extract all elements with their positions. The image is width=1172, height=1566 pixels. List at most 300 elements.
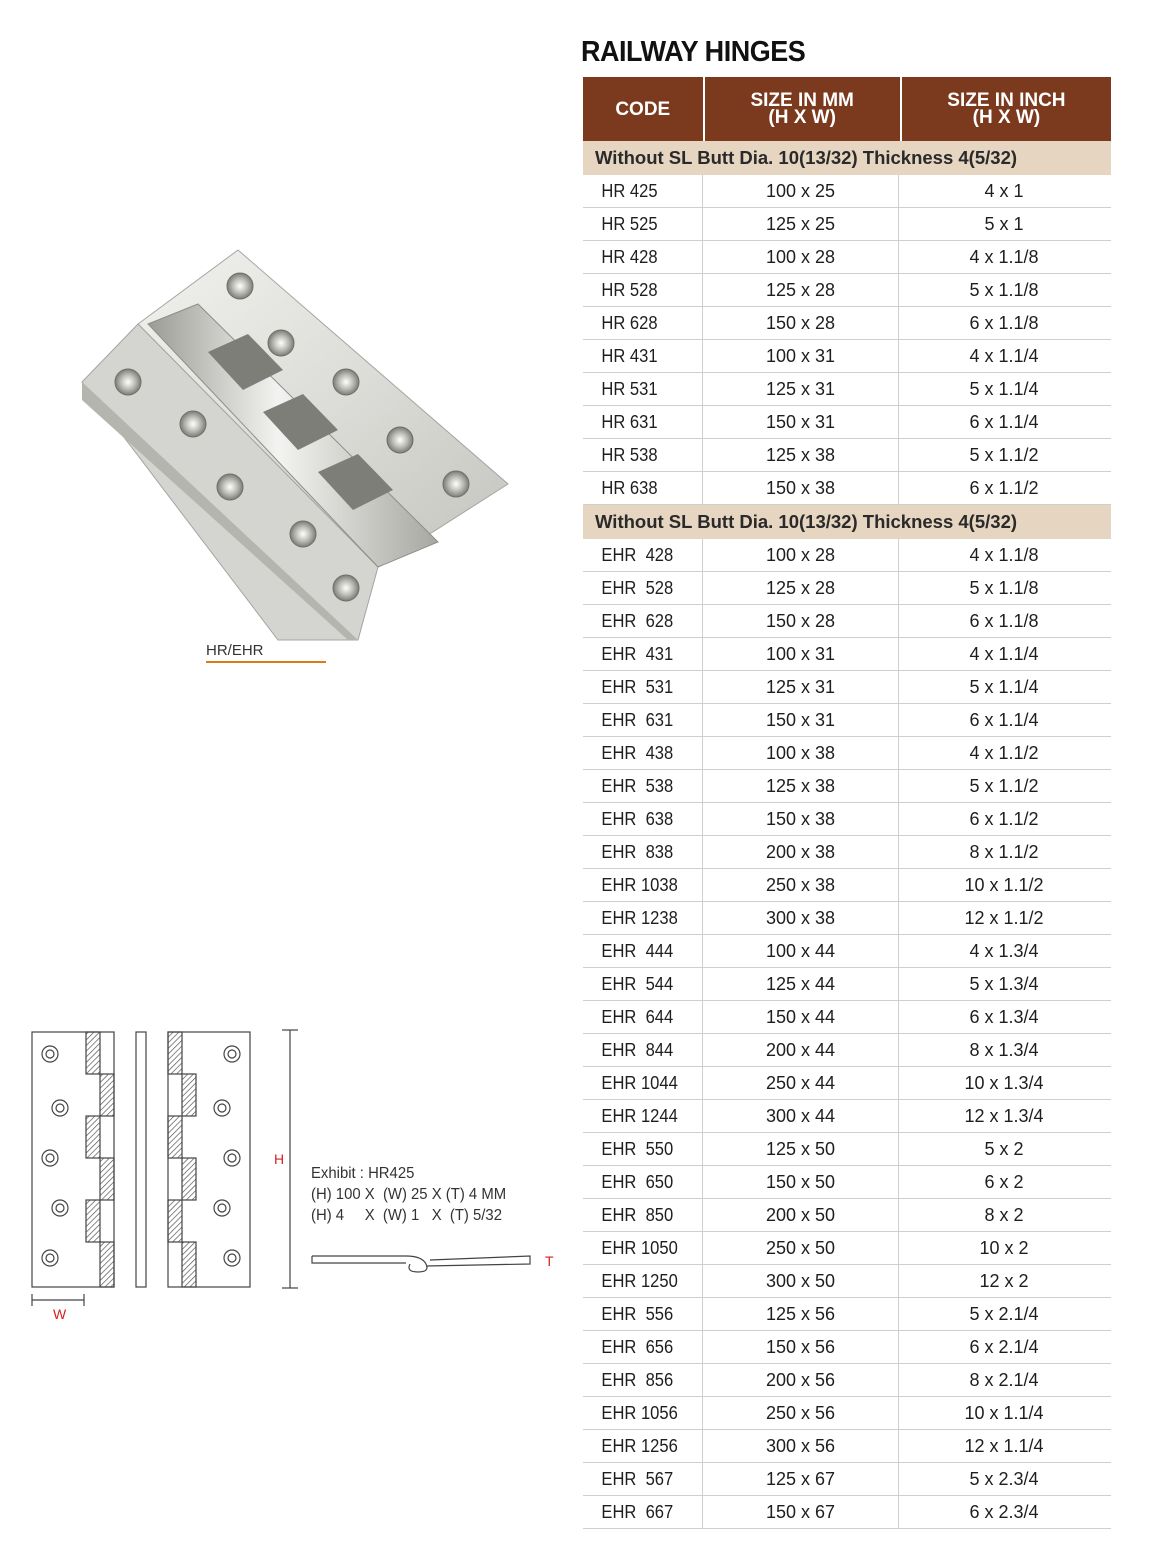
exhibit-line-3: (H) 4 X (W) 1 X (T) 5/32: [311, 1207, 502, 1224]
cell-size-mm-text: 150 x 28: [765, 312, 836, 333]
cell-size-inch: [899, 1298, 1109, 1330]
cell-size-inch-text: 6 x 1.1/2: [969, 477, 1039, 498]
cell-size-inch: [899, 1001, 1109, 1033]
cell-code: [583, 1430, 703, 1462]
cell-size-mm-text: 125 x 56: [765, 1303, 836, 1324]
cell-size-mm-text: 125 x 31: [765, 378, 836, 399]
cell-size-mm: [703, 1001, 899, 1033]
table-row: [583, 935, 1111, 968]
cell-code: [583, 539, 703, 571]
cell-size-inch-text: 5 x 1.1/4: [969, 676, 1039, 697]
cell-size-inch-text: 5 x 1.1/8: [969, 577, 1039, 598]
cell-size-mm-text: 250 x 38: [765, 874, 836, 895]
cell-code: [583, 770, 703, 802]
cell-size-mm-text: 150 x 31: [765, 411, 836, 432]
cell-code-text: EHR 1050: [601, 1237, 678, 1258]
cell-code-text: EHR 528: [601, 577, 674, 598]
header-code-label: CODE: [615, 98, 671, 120]
cell-code: [583, 274, 703, 306]
table-row: [583, 1001, 1111, 1034]
cell-code: [583, 1463, 703, 1495]
cell-code-text: EHR 1244: [601, 1105, 678, 1126]
cell-size-mm-text: 150 x 28: [765, 610, 836, 631]
cell-size-inch-text: 6 x 1.1/4: [969, 411, 1039, 432]
cell-code-text: EHR 856: [601, 1369, 674, 1390]
cell-size-inch: [899, 1331, 1109, 1363]
cell-size-mm: [703, 1199, 899, 1231]
cell-code-text: HR 531: [601, 378, 658, 399]
cell-code: [583, 572, 703, 604]
cell-size-inch: [899, 175, 1109, 207]
cell-code-text: EHR 444: [601, 940, 674, 961]
cell-code-text: EHR 1056: [601, 1402, 678, 1423]
table-row: [583, 737, 1111, 770]
cell-code: [583, 935, 703, 967]
cell-size-inch-text: 4 x 1: [984, 180, 1024, 201]
cell-size-mm: [703, 1232, 899, 1264]
cell-size-mm: [703, 1298, 899, 1330]
cell-size-inch: [899, 539, 1109, 571]
cell-size-mm-text: 100 x 44: [765, 940, 836, 961]
table-row: [583, 1232, 1111, 1265]
cell-size-inch-text: 6 x 2: [984, 1171, 1024, 1192]
cell-size-mm-text: 150 x 38: [765, 477, 836, 498]
cell-size-inch: [899, 1166, 1109, 1198]
header-size-inch-sub: (H X W): [972, 107, 1041, 128]
table-row: [583, 638, 1111, 671]
cell-size-mm: [703, 1496, 899, 1528]
cell-code-text: EHR 538: [601, 775, 674, 796]
table-row: [583, 671, 1111, 704]
cell-size-inch-text: 5 x 1: [984, 213, 1024, 234]
cell-size-inch-text: 10 x 1.1/2: [964, 874, 1044, 895]
cell-size-inch: [899, 869, 1109, 901]
cell-size-inch-text: 10 x 1.3/4: [964, 1072, 1044, 1093]
cell-size-mm: [703, 902, 899, 934]
cell-code: [583, 1232, 703, 1264]
cell-size-mm: [703, 1331, 899, 1363]
cell-size-mm: [703, 869, 899, 901]
w-dimension-label: W: [53, 1306, 67, 1322]
table-row: [583, 605, 1111, 638]
cell-code-text: EHR 556: [601, 1303, 674, 1324]
cell-size-inch: [899, 902, 1109, 934]
cell-size-mm-text: 125 x 50: [765, 1138, 836, 1159]
cell-size-mm: [703, 208, 899, 240]
cell-code: [583, 737, 703, 769]
cell-size-mm-text: 125 x 28: [765, 279, 836, 300]
cell-code: [583, 208, 703, 240]
cell-size-mm: [703, 406, 899, 438]
cell-size-inch-text: 10 x 1.1/4: [964, 1402, 1044, 1423]
cell-size-inch-text: 6 x 1.1/8: [969, 610, 1039, 631]
cell-size-inch-text: 5 x 1.1/8: [969, 279, 1039, 300]
cell-size-mm: [703, 968, 899, 1000]
cell-code-text: HR 631: [601, 411, 658, 432]
cell-code: [583, 307, 703, 339]
table-row: [583, 1034, 1111, 1067]
cell-code-text: HR 428: [601, 246, 658, 267]
cell-code-text: EHR 1038: [601, 874, 678, 895]
cell-size-mm-text: 100 x 31: [765, 345, 836, 366]
table-row: [583, 1496, 1111, 1529]
table-header: [583, 77, 1111, 141]
cell-code: [583, 869, 703, 901]
cell-size-mm: [703, 803, 899, 835]
cell-size-mm-text: 200 x 38: [765, 841, 836, 862]
cell-size-inch: [899, 373, 1109, 405]
cell-code-text: HR 431: [601, 345, 658, 366]
cell-size-inch-text: 5 x 1.3/4: [969, 973, 1039, 994]
cell-code-text: EHR 667: [601, 1501, 674, 1522]
cell-size-mm-text: 250 x 56: [765, 1402, 836, 1423]
cell-size-inch-text: 5 x 2.3/4: [969, 1468, 1039, 1489]
cell-code: [583, 1397, 703, 1429]
cell-size-inch: [899, 638, 1109, 670]
cell-size-mm: [703, 770, 899, 802]
cell-size-inch: [899, 1133, 1109, 1165]
exhibit-line-1: Exhibit : HR425: [311, 1165, 415, 1182]
table-row: [583, 274, 1111, 307]
cell-size-mm: [703, 704, 899, 736]
cell-size-mm: [703, 175, 899, 207]
cell-code: [583, 472, 703, 504]
cell-code-text: EHR 438: [601, 742, 674, 763]
cell-size-inch-text: 8 x 2.1/4: [969, 1369, 1039, 1390]
table-row: [583, 175, 1111, 208]
table-row: [583, 1166, 1111, 1199]
cell-code-text: EHR 431: [601, 643, 674, 664]
cell-size-inch: [899, 1397, 1109, 1429]
cell-size-mm-text: 250 x 44: [765, 1072, 836, 1093]
cell-code: [583, 803, 703, 835]
cell-size-mm-text: 300 x 50: [765, 1270, 836, 1291]
cell-size-mm: [703, 1364, 899, 1396]
cell-size-mm-text: 200 x 56: [765, 1369, 836, 1390]
cell-size-inch: [899, 439, 1109, 471]
cell-code-text: HR 628: [601, 312, 658, 333]
cell-size-mm: [703, 1397, 899, 1429]
cell-code-text: EHR 531: [601, 676, 674, 697]
cell-size-inch-text: 6 x 1.1/4: [969, 709, 1039, 730]
cell-code-text: EHR 567: [601, 1468, 674, 1489]
product-caption: HR/EHR: [206, 642, 264, 659]
cell-code-text: EHR 838: [601, 841, 674, 862]
cell-code-text: HR 425: [601, 180, 658, 201]
cell-size-mm: [703, 836, 899, 868]
cell-size-inch-text: 6 x 2.1/4: [969, 1336, 1039, 1357]
cell-size-mm-text: 100 x 28: [765, 544, 836, 565]
cell-size-inch-text: 4 x 1.1/8: [969, 246, 1039, 267]
table-row: [583, 1100, 1111, 1133]
cell-size-inch-text: 5 x 1.1/2: [969, 444, 1039, 465]
cell-size-mm: [703, 373, 899, 405]
header-size-inch-label: SIZE IN INCH: [947, 90, 1066, 111]
cell-code: [583, 1133, 703, 1165]
cell-size-inch: [899, 671, 1109, 703]
cell-code: [583, 704, 703, 736]
cell-size-mm-text: 300 x 56: [765, 1435, 836, 1456]
table-row: [583, 1133, 1111, 1166]
cell-size-mm-text: 150 x 31: [765, 709, 836, 730]
table-row: [583, 539, 1111, 572]
cell-size-inch-text: 8 x 2: [984, 1204, 1024, 1225]
t-dimension-label: T: [545, 1253, 554, 1269]
cell-code: [583, 836, 703, 868]
table-row: [583, 968, 1111, 1001]
cell-code-text: EHR 1256: [601, 1435, 678, 1456]
cell-size-mm-text: 200 x 50: [765, 1204, 836, 1225]
table-row: [583, 373, 1111, 406]
cell-code-text: EHR 656: [601, 1336, 674, 1357]
cell-code-text: EHR 638: [601, 808, 674, 829]
cell-size-mm: [703, 1166, 899, 1198]
exhibit-line-2: (H) 100 X (W) 25 X (T) 4 MM: [311, 1186, 507, 1203]
cell-code-text: EHR 1250: [601, 1270, 678, 1291]
caption-underline: [206, 661, 326, 663]
cell-size-mm-text: 300 x 38: [765, 907, 836, 928]
cell-code: [583, 1298, 703, 1330]
table-row: [583, 1331, 1111, 1364]
table-row: [583, 836, 1111, 869]
header-code: [583, 77, 705, 141]
cell-size-mm: [703, 274, 899, 306]
cell-size-inch-text: 5 x 1.1/4: [969, 378, 1039, 399]
cell-size-mm: [703, 935, 899, 967]
header-size-mm-label: SIZE IN MM: [750, 90, 854, 111]
cell-code: [583, 638, 703, 670]
cell-code: [583, 671, 703, 703]
cell-size-mm-text: 100 x 31: [765, 643, 836, 664]
cell-code-text: EHR 644: [601, 1006, 674, 1027]
cell-code: [583, 605, 703, 637]
cell-size-inch: [899, 572, 1109, 604]
table-row: [583, 406, 1111, 439]
cell-code: [583, 902, 703, 934]
cell-code-text: HR 638: [601, 477, 658, 498]
cell-size-inch: [899, 770, 1109, 802]
cell-size-inch-text: 5 x 1.1/2: [969, 775, 1039, 796]
cell-code: [583, 1166, 703, 1198]
cell-size-mm: [703, 1100, 899, 1132]
cell-code-text: HR 525: [601, 213, 658, 234]
cell-size-inch: [899, 1496, 1109, 1528]
cell-size-mm: [703, 1430, 899, 1462]
cell-size-mm: [703, 1133, 899, 1165]
hinge-photo: [78, 242, 518, 642]
cell-size-inch: [899, 241, 1109, 273]
cell-code-text: EHR 1238: [601, 907, 678, 928]
cell-size-mm-text: 150 x 56: [765, 1336, 836, 1357]
cell-size-inch: [899, 1430, 1109, 1462]
cell-size-mm: [703, 638, 899, 670]
table-row: [583, 770, 1111, 803]
cell-size-inch: [899, 737, 1109, 769]
cell-size-mm: [703, 1265, 899, 1297]
cell-code-text: EHR 544: [601, 973, 674, 994]
h-dimension-label: H: [274, 1151, 285, 1167]
cell-size-inch: [899, 208, 1109, 240]
cell-size-mm-text: 250 x 50: [765, 1237, 836, 1258]
table-row: [583, 704, 1111, 737]
cell-size-mm: [703, 241, 899, 273]
table-row: [583, 472, 1111, 505]
cell-size-inch: [899, 1100, 1109, 1132]
cell-size-inch: [899, 803, 1109, 835]
cell-code: [583, 1100, 703, 1132]
cell-code: [583, 439, 703, 471]
cell-code: [583, 1001, 703, 1033]
hinge-size-table: [583, 77, 1111, 1529]
section-header: Without SL Butt Dia. 10(13/32) Thickness 4(5/32): [583, 505, 1111, 539]
cell-size-inch: [899, 274, 1109, 306]
cell-size-mm-text: 100 x 25: [765, 180, 836, 201]
cell-size-inch: [899, 1067, 1109, 1099]
header-size-mm: [705, 77, 902, 141]
cell-size-mm: [703, 1067, 899, 1099]
cell-size-inch: [899, 935, 1109, 967]
cell-size-inch-text: 6 x 1.1/2: [969, 808, 1039, 829]
cell-size-mm-text: 200 x 44: [765, 1039, 836, 1060]
header-size-inch: [902, 77, 1111, 141]
cell-size-inch-text: 5 x 2: [984, 1138, 1024, 1159]
cell-size-mm-text: 125 x 44: [765, 973, 836, 994]
cell-code: [583, 968, 703, 1000]
cell-code-text: EHR 428: [601, 544, 674, 565]
table-row: [583, 307, 1111, 340]
cell-code: [583, 373, 703, 405]
cell-size-mm-text: 125 x 67: [765, 1468, 836, 1489]
cell-size-inch: [899, 472, 1109, 504]
cell-size-mm: [703, 671, 899, 703]
cell-size-inch: [899, 1232, 1109, 1264]
table-row: [583, 208, 1111, 241]
cell-size-mm-text: 125 x 25: [765, 213, 836, 234]
cell-size-inch: [899, 340, 1109, 372]
table-row: [583, 1430, 1111, 1463]
cell-size-inch-text: 4 x 1.1/4: [969, 643, 1039, 664]
cell-size-mm: [703, 572, 899, 604]
cell-size-inch-text: 6 x 1.1/8: [969, 312, 1039, 333]
cell-code: [583, 1331, 703, 1363]
cell-code: [583, 406, 703, 438]
table-row: [583, 1397, 1111, 1430]
cell-size-mm: [703, 605, 899, 637]
cell-code-text: EHR 850: [601, 1204, 674, 1225]
cell-size-inch-text: 5 x 2.1/4: [969, 1303, 1039, 1324]
cell-size-inch-text: 4 x 1.1/2: [969, 742, 1039, 763]
cell-code: [583, 241, 703, 273]
cell-code: [583, 1199, 703, 1231]
table-row: [583, 902, 1111, 935]
table-row: [583, 340, 1111, 373]
cell-code: [583, 1067, 703, 1099]
cell-size-mm: [703, 539, 899, 571]
table-row: [583, 1463, 1111, 1496]
cell-size-mm: [703, 737, 899, 769]
cell-size-inch-text: 6 x 2.3/4: [969, 1501, 1039, 1522]
cell-size-mm: [703, 340, 899, 372]
cell-size-mm-text: 125 x 38: [765, 775, 836, 796]
cell-code: [583, 1496, 703, 1528]
cell-size-inch: [899, 704, 1109, 736]
table-row: [583, 241, 1111, 274]
cell-size-inch-text: 12 x 1.1/4: [964, 1435, 1044, 1456]
cell-size-mm: [703, 1034, 899, 1066]
cell-code-text: EHR 631: [601, 709, 674, 730]
cell-size-mm: [703, 472, 899, 504]
cell-code: [583, 175, 703, 207]
cell-code-text: EHR 844: [601, 1039, 674, 1060]
cell-size-inch-text: 8 x 1.1/2: [969, 841, 1039, 862]
cell-size-mm-text: 125 x 28: [765, 577, 836, 598]
cell-size-inch-text: 10 x 2: [979, 1237, 1029, 1258]
cell-code-text: EHR 628: [601, 610, 674, 631]
cell-code-text: HR 538: [601, 444, 658, 465]
cell-size-mm-text: 300 x 44: [765, 1105, 836, 1126]
section-header: Without SL Butt Dia. 10(13/32) Thickness 4(5/32): [583, 141, 1111, 175]
table-row: [583, 1364, 1111, 1397]
cell-code: [583, 1364, 703, 1396]
header-size-mm-sub: (H X W): [768, 107, 836, 128]
cell-size-inch-text: 4 x 1.1/4: [969, 345, 1039, 366]
table-row: [583, 869, 1111, 902]
cell-size-inch-text: 12 x 1.3/4: [964, 1105, 1044, 1126]
cell-code-text: EHR 650: [601, 1171, 674, 1192]
cell-size-mm-text: 150 x 44: [765, 1006, 836, 1027]
cell-size-inch-text: 8 x 1.3/4: [969, 1039, 1039, 1060]
cell-size-inch: [899, 307, 1109, 339]
cell-code: [583, 1034, 703, 1066]
cell-code: [583, 1265, 703, 1297]
cell-code-text: EHR 550: [601, 1138, 674, 1159]
cell-size-inch-text: 6 x 1.3/4: [969, 1006, 1039, 1027]
cell-size-inch-text: 12 x 1.1/2: [964, 907, 1044, 928]
exhibit-note: [311, 1163, 506, 1226]
cell-size-mm: [703, 439, 899, 471]
table-row: [583, 1265, 1111, 1298]
cell-size-mm-text: 100 x 28: [765, 246, 836, 267]
cell-size-mm-text: 125 x 38: [765, 444, 836, 465]
page-title: RAILWAY HINGES: [581, 36, 806, 68]
cell-size-inch-text: 12 x 2: [979, 1270, 1029, 1291]
cell-size-inch-text: 4 x 1.3/4: [969, 940, 1039, 961]
table-row: [583, 1298, 1111, 1331]
cell-size-inch-text: 4 x 1.1/8: [969, 544, 1039, 565]
cell-size-mm-text: 150 x 38: [765, 808, 836, 829]
table-row: [583, 803, 1111, 836]
cell-size-mm-text: 100 x 38: [765, 742, 836, 763]
cell-size-inch: [899, 1265, 1109, 1297]
cell-code: [583, 340, 703, 372]
table-row: [583, 1199, 1111, 1232]
cell-size-inch: [899, 836, 1109, 868]
table-body: [583, 141, 1111, 1529]
cell-size-inch: [899, 1364, 1109, 1396]
cell-size-inch: [899, 1463, 1109, 1495]
cell-size-mm-text: 150 x 50: [765, 1171, 836, 1192]
table-row: [583, 572, 1111, 605]
cell-size-inch: [899, 1034, 1109, 1066]
cell-size-mm: [703, 1463, 899, 1495]
table-row: [583, 1067, 1111, 1100]
cell-size-mm-text: 125 x 31: [765, 676, 836, 697]
cell-code-text: EHR 1044: [601, 1072, 678, 1093]
cell-code-text: HR 528: [601, 279, 658, 300]
cell-size-inch: [899, 968, 1109, 1000]
cell-size-inch: [899, 1199, 1109, 1231]
cell-size-mm-text: 150 x 67: [765, 1501, 836, 1522]
